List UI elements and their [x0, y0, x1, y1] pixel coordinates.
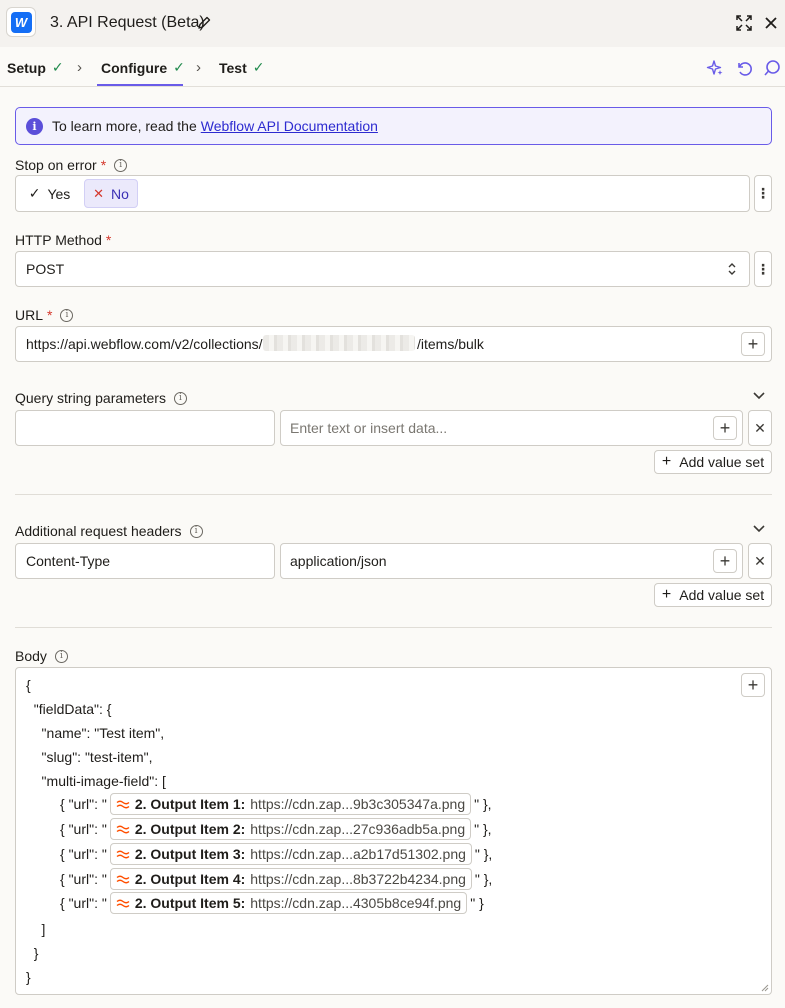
header-key-value: Content-Type: [26, 553, 111, 569]
info-icon: i: [26, 118, 43, 135]
data-pill-label: 2. Output Item 1:: [134, 796, 246, 812]
code-line: }: [26, 969, 31, 985]
url-suffix: /items/bulk: [417, 336, 484, 352]
query-params-label-text: Query string parameters: [15, 390, 166, 406]
zapier-step-icon: [116, 824, 130, 834]
data-pill-label: 2. Output Item 2:: [134, 821, 246, 837]
info-icon[interactable]: i: [55, 650, 68, 663]
data-pill[interactable]: [110, 818, 471, 840]
url-key-text: { "url": ": [60, 846, 107, 862]
check-icon: ✓: [173, 59, 185, 75]
url-key-text: { "url": ": [60, 821, 107, 837]
tab-configure[interactable]: [101, 59, 185, 76]
url-key-text: { "url": ": [60, 796, 107, 812]
plus-icon: +: [661, 453, 672, 470]
zapier-step-icon: [116, 849, 130, 859]
body-label: [15, 648, 68, 664]
code-line: {: [26, 677, 31, 693]
check-icon: ✓: [51, 59, 64, 75]
http-method-label: [15, 232, 111, 248]
info-icon[interactable]: i: [190, 525, 203, 538]
tab-setup[interactable]: [7, 59, 64, 76]
query-value-placeholder: Enter text or insert data...: [290, 420, 448, 436]
plus-icon: +: [661, 586, 672, 603]
data-pill-value: https://cdn.zap...4305b8ce94f.png: [250, 895, 462, 911]
code-line: }: [26, 945, 39, 961]
ai-sparkle-icon[interactable]: [706, 59, 724, 77]
url-close-text: " },: [474, 796, 492, 812]
headers-label: [15, 523, 203, 539]
select-chevron-icon: [727, 262, 737, 276]
close-icon[interactable]: [764, 16, 778, 30]
data-pill-label: 2. Output Item 3:: [134, 846, 246, 862]
zapier-step-icon: [116, 799, 130, 809]
comment-icon[interactable]: [763, 59, 781, 77]
add-value-set-button[interactable]: [654, 450, 772, 474]
data-pill[interactable]: [110, 793, 471, 815]
info-icon[interactable]: i: [60, 309, 73, 322]
url-close-text: " },: [474, 846, 493, 862]
tab-setup-label: Setup: [7, 59, 46, 76]
divider: [15, 627, 772, 628]
http-method-select[interactable]: [15, 251, 750, 287]
query-key-input[interactable]: [15, 410, 275, 446]
check-icon: ✓: [28, 185, 41, 201]
url-key-text: { "url": ": [60, 871, 107, 887]
url-key-text: { "url": ": [60, 895, 107, 911]
yes-option-button[interactable]: [19, 179, 80, 208]
required-asterisk: *: [100, 157, 107, 173]
chevron-right-icon: ›: [77, 59, 82, 76]
code-line: "name": "Test item",: [26, 725, 165, 741]
required-asterisk: *: [47, 307, 53, 323]
url-close-text: " },: [474, 821, 492, 837]
info-banner: [15, 107, 772, 145]
data-pill-value: https://cdn.zap...8b3722b4234.png: [250, 871, 466, 887]
add-value-set-label: Add value set: [679, 587, 765, 603]
no-option-label: No: [111, 185, 129, 202]
remove-row-button[interactable]: ✕: [748, 410, 772, 446]
add-value-set-button[interactable]: [654, 583, 772, 607]
url-label: [15, 307, 73, 323]
body-url-line: [60, 793, 492, 815]
webflow-api-docs-link[interactable]: Webflow API Documentation: [200, 118, 378, 134]
body-url-line: [60, 868, 492, 890]
data-pill-value: https://cdn.zap...9b3c305347a.png: [250, 796, 466, 812]
more-options-button[interactable]: ⋮: [754, 175, 772, 212]
stop-on-error-label: [15, 157, 127, 173]
tab-test[interactable]: [219, 59, 264, 76]
data-pill[interactable]: [110, 892, 467, 914]
body-url-line: [60, 843, 492, 865]
active-tab-indicator: [97, 84, 183, 86]
webflow-logo: [6, 7, 36, 37]
pencil-icon[interactable]: [197, 15, 211, 31]
zapier-step-icon: [116, 898, 130, 908]
webflow-logo-mark: W: [11, 12, 32, 33]
check-icon: ✓: [252, 59, 265, 75]
zapier-step-icon: [116, 874, 130, 884]
expand-icon[interactable]: [735, 14, 753, 32]
body-url-line: [60, 818, 492, 840]
resize-handle-icon[interactable]: [761, 984, 769, 992]
insert-data-button[interactable]: +: [713, 416, 737, 440]
more-options-button[interactable]: ⋮: [754, 251, 772, 287]
stop-on-error-label-text: Stop on error: [15, 157, 97, 173]
data-pill[interactable]: [110, 868, 472, 890]
code-line: ]: [26, 921, 46, 937]
body-url-line: [60, 892, 484, 914]
x-icon: ✕: [93, 185, 104, 201]
chevron-down-icon[interactable]: [752, 523, 766, 533]
data-pill[interactable]: [110, 843, 472, 865]
yes-option-label: Yes: [47, 185, 71, 202]
chevron-down-icon[interactable]: [752, 390, 766, 400]
step-tabs: [0, 47, 785, 87]
undo-icon[interactable]: [735, 59, 753, 77]
insert-data-button[interactable]: +: [741, 332, 765, 356]
data-pill-value: https://cdn.zap...a2b17d51302.png: [250, 846, 466, 862]
header-bar: [0, 0, 785, 47]
remove-row-button[interactable]: ✕: [748, 543, 772, 579]
redacted-collection-id: [263, 335, 415, 351]
tab-configure-label: Configure: [101, 59, 168, 76]
code-line: "slug": "test-item",: [26, 749, 153, 765]
insert-data-button[interactable]: +: [713, 549, 737, 573]
data-pill-label: 2. Output Item 5:: [134, 895, 246, 911]
data-pill-label: 2. Output Item 4:: [134, 871, 246, 887]
url-close-text: " },: [474, 871, 493, 887]
no-option-button[interactable]: [84, 179, 138, 208]
tab-test-label: Test: [219, 59, 247, 76]
data-pill-value: https://cdn.zap...27c936adb5a.png: [250, 821, 466, 837]
required-asterisk: *: [105, 232, 112, 248]
info-banner-text: To learn more, read the: [52, 118, 197, 134]
step-title: 3. API Request (Beta): [50, 14, 205, 31]
add-value-set-label: Add value set: [679, 454, 765, 470]
header-value-value: application/json: [290, 553, 387, 569]
info-icon[interactable]: i: [114, 159, 127, 172]
divider: [15, 494, 772, 495]
code-line: "fieldData": {: [26, 701, 112, 717]
url-label-text: URL: [15, 307, 44, 323]
insert-data-button[interactable]: +: [741, 673, 765, 697]
body-label-text: Body: [15, 648, 47, 664]
headers-label-text: Additional request headers: [15, 523, 182, 539]
chevron-right-icon: ›: [196, 59, 201, 76]
info-icon[interactable]: i: [174, 392, 187, 405]
code-line: "multi-image-field": [: [26, 773, 166, 789]
query-params-label: [15, 390, 187, 406]
url-prefix: https://api.webflow.com/v2/collections/: [26, 336, 263, 352]
url-close-text: " }: [470, 895, 484, 911]
http-method-value: POST: [26, 261, 65, 277]
http-method-label-text: HTTP Method: [15, 232, 102, 248]
